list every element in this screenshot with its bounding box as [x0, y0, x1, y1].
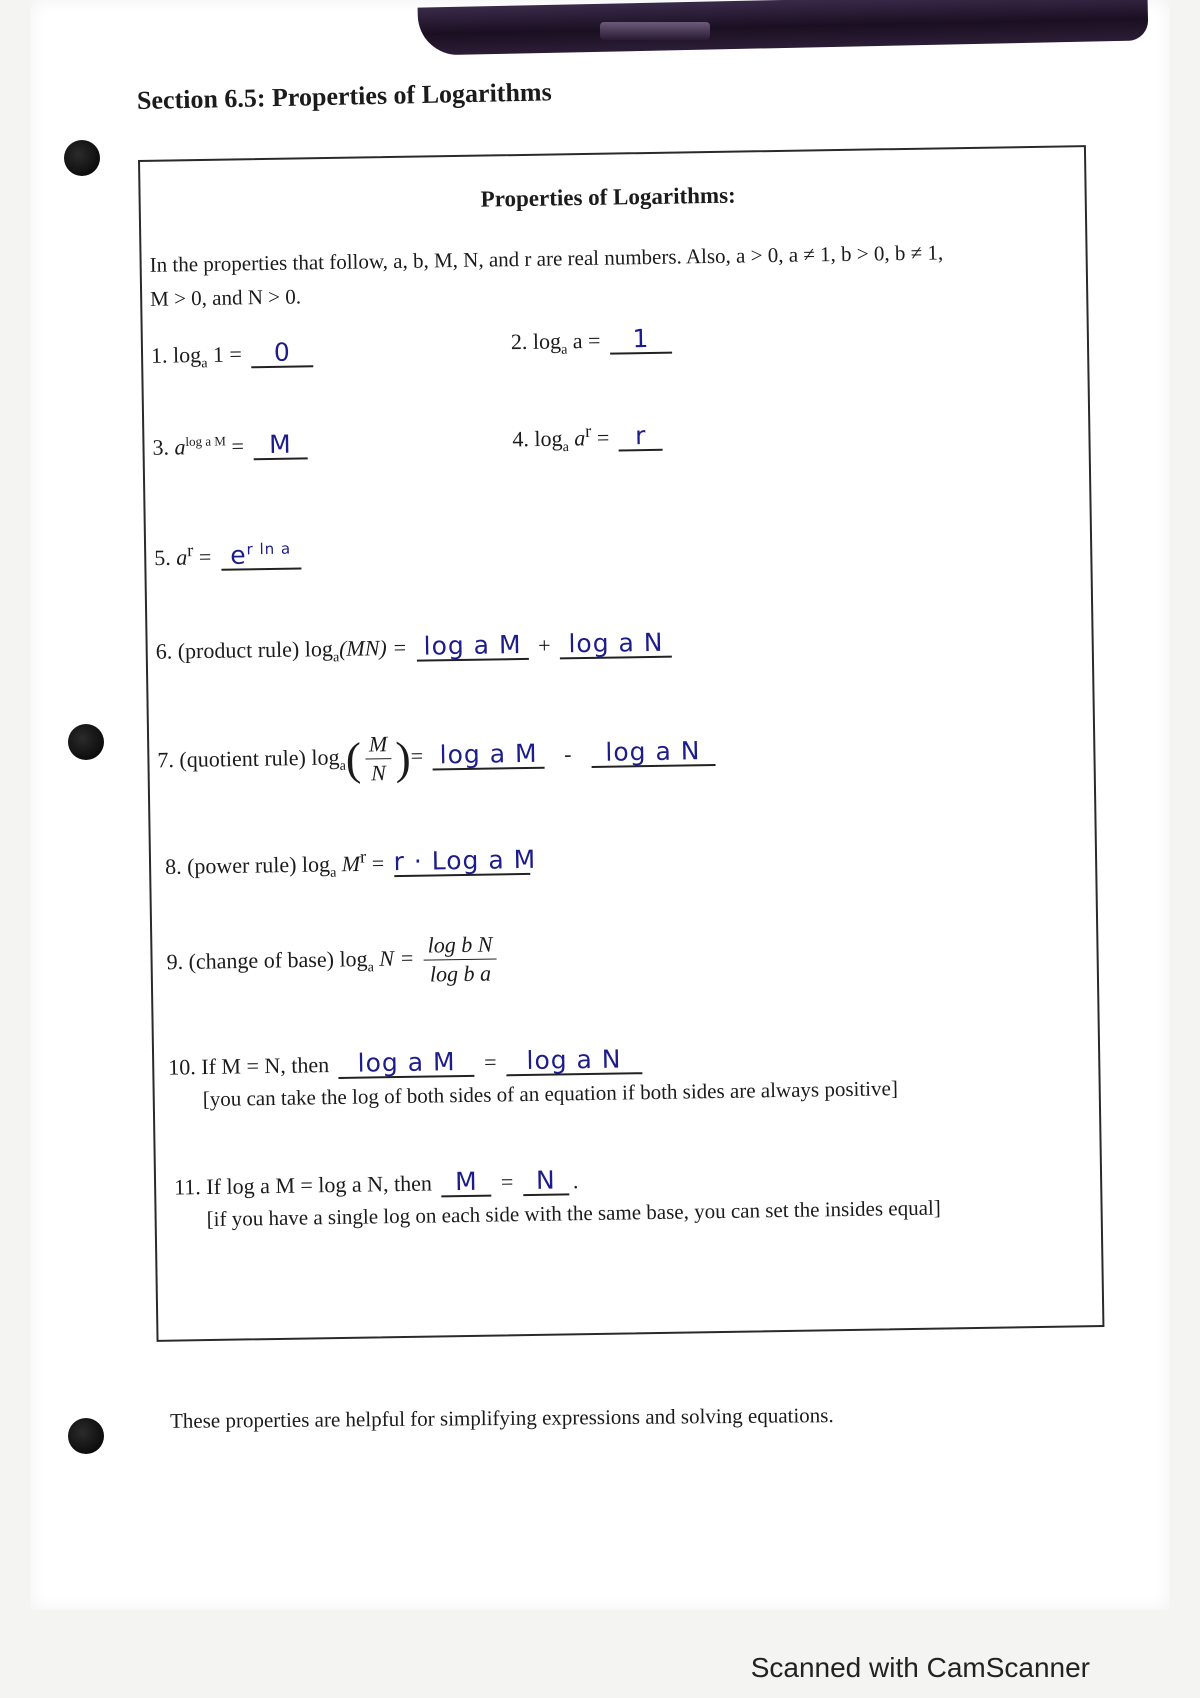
property-7: 7. (quotient rule) $\log_a$( $\frac{M}{N}$ )= log a M - log a N: [157, 725, 719, 791]
intro-line-1: In the properties that follow, a, b, M, N, and r are real numbers. Also, a > 0, a ≠ 1, b > 0, b ≠ 1,: [149, 240, 944, 277]
answer-blank-1[interactable]: 0: [251, 339, 313, 368]
property-11: 11. If log a M = log a N, then M = N .: [173, 1165, 579, 1200]
property-1: 1. $\log_a 1 = 0$: [151, 339, 318, 373]
answer-blank-10b[interactable]: log a N: [506, 1046, 642, 1076]
pen-clip: [600, 22, 710, 40]
property-3: 3. $a^{log a M} = M$: [152, 431, 311, 461]
footer-text: These properties are helpful for simplifying expressions and solving equations.: [169, 1403, 834, 1433]
property-11-note: [if you have a single log on each side with the same base, you can set the insides equal]: [206, 1195, 941, 1232]
property-10-note: [you can take the log of both sides of an equation if both sides are always positive]: [202, 1076, 899, 1112]
quotient-fraction: $\frac{M}{N}$: [365, 730, 392, 787]
punch-hole-bottom: [68, 1418, 104, 1454]
section-title: Section 6.5: Properties of Logarithms: [136, 77, 552, 115]
answer-blank-11a[interactable]: M: [441, 1169, 491, 1198]
intro-text: [149, 235, 944, 315]
answer-blank-10a[interactable]: log a M: [338, 1049, 474, 1079]
answer-blank-4[interactable]: r: [619, 423, 663, 452]
properties-box: [138, 145, 1104, 1342]
answer-blank-5[interactable]: $e^{r ln a}$: [220, 535, 301, 571]
answer-blank-6a[interactable]: log a M: [416, 632, 528, 662]
answer-blank-8[interactable]: r · Log a M: [393, 845, 537, 877]
property-5: 5. $a^r = e^{r ln a}$: [154, 535, 305, 572]
answer-blank-7b[interactable]: log a N: [591, 738, 715, 768]
camscanner-watermark: Scanned with CamScanner: [750, 1652, 1090, 1683]
property-9: 9. (change of base) $\log_a N$ = $\frac{\text{log b N}}{\text{log b a}}$: [166, 930, 501, 992]
property-4: 4. $\log_a a^r = r$: [512, 420, 667, 457]
answer-blank-2[interactable]: 1: [610, 326, 672, 355]
answer-blank-6b[interactable]: log a N: [560, 630, 672, 660]
intro-line-2: M > 0, and N > 0.: [149, 284, 302, 311]
punch-hole-middle: [68, 724, 104, 760]
property-8: 8. (power rule) $\log_a M^r = r$ · Log a M: [164, 845, 537, 881]
property-10: 10. If M = N, then log a M = log a N: [168, 1046, 646, 1082]
punch-hole-top: [64, 140, 100, 176]
answer-blank-11b[interactable]: N: [523, 1167, 569, 1196]
change-of-base-fraction: $\frac{\text{log b N}}{\text{log b a}}$: [423, 930, 497, 988]
property-6: 6. (product rule) $\log_a(MN) = \log a$ M + log a N: [156, 630, 677, 670]
property-2: 2. $\log_a a = 1$: [511, 326, 676, 360]
answer-blank-7a[interactable]: log a M: [432, 740, 544, 770]
answer-blank-3[interactable]: M: [253, 431, 307, 460]
box-title: Properties of Logarithms:: [480, 182, 736, 212]
